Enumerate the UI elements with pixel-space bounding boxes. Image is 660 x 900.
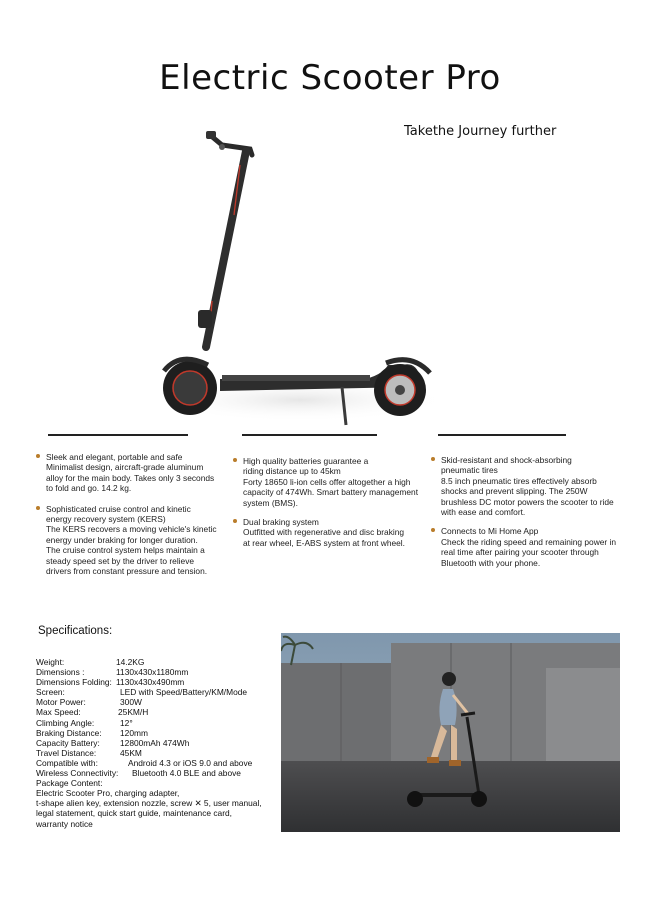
divider-rule-3	[438, 434, 566, 436]
scooter-hero-image	[150, 125, 450, 435]
bullet-icon	[431, 528, 435, 532]
specifications-list	[36, 657, 286, 829]
feature-item: Connects to Mi Home App Check the riding speed and remaining power in real time after pairing your scooter through Bluetooth with your phone.	[431, 526, 651, 568]
tagline: Takethe Journey further	[404, 124, 557, 139]
bullet-icon	[431, 457, 435, 461]
spec-row: Capacity Battery: 12800mAh 474Wh	[36, 737, 190, 748]
spec-row: Wireless Connectivity: Bluetooth 4.0 BLE and above	[36, 768, 241, 779]
spec-row: Max Speed: 25KM/H	[36, 707, 149, 718]
spec-row: Dimensions : 1130x430x1180mm	[36, 667, 189, 678]
feature-item: High quality batteries guarantee a riding distance up to 45km Forty 18650 li-ion cells offer altogether a high capacity of 474Wh. Smart battery management system (BMS).	[233, 456, 433, 508]
spec-row-package: Package Content: Electric Scooter Pro, charging adapter, t-shape alien key, extension nozzle, screw ✕ 5, user manual, legal statement, quick start guide, maintenance card, warranty notice	[36, 778, 262, 829]
bullet-icon	[36, 506, 40, 510]
features-column-2	[233, 456, 433, 557]
spec-row: Climbing Angle: 12°	[36, 717, 133, 728]
bullet-icon	[233, 458, 237, 462]
features-column-3	[431, 455, 651, 577]
spec-row: Dimensions Folding: 1130x430x490mm	[36, 677, 185, 688]
feature-item: Sleek and elegant, portable and safe Minimalist design, aircraft-grade aluminum alloy for the main body. Takes only 3 seconds to fold and go. 14.2 kg.	[36, 452, 236, 494]
feature-item: Sophisticated cruise control and kinetic energy recovery system (KERS) The KERS recovers a moving vehicle's kinetic energy under braking for longer duration. The cruise control system helps maintain a steady speed set by the driver to relieve drivers from constant pressure and tension.	[36, 504, 236, 577]
spec-row: Weight: 14.2KG	[36, 657, 145, 667]
rider-lifestyle-photo	[281, 633, 620, 832]
bullet-icon	[36, 454, 40, 458]
spec-row: Screen: LED with Speed/Battery/KM/Mode	[36, 687, 248, 698]
feature-item: Dual braking system Outfitted with regenerative and disc braking at rear wheel, E-ABS system at front wheel.	[233, 517, 433, 548]
divider-rule-2	[242, 434, 377, 436]
spec-row: Motor Power: 300W	[36, 697, 142, 708]
spec-row: Braking Distance: 120mm	[36, 727, 148, 738]
features-column-1	[36, 452, 236, 585]
specifications-heading: Specifications:	[38, 625, 113, 637]
divider-rule-1	[48, 434, 188, 436]
bullet-icon	[233, 519, 237, 523]
page-title: Electric Scooter Pro	[159, 58, 501, 98]
spec-row: Compatible with: Android 4.3 or iOS 9.0 and above	[36, 757, 253, 768]
feature-item: Skid-resistant and shock-absorbing pneumatic tires 8.5 inch pneumatic tires effectively absorb shocks and prevent slipping. The 250W brushless DC motor powers the scooter to ride with ease and comfort.	[431, 455, 651, 517]
spec-row: Travel Distance: 45KM	[36, 747, 142, 758]
